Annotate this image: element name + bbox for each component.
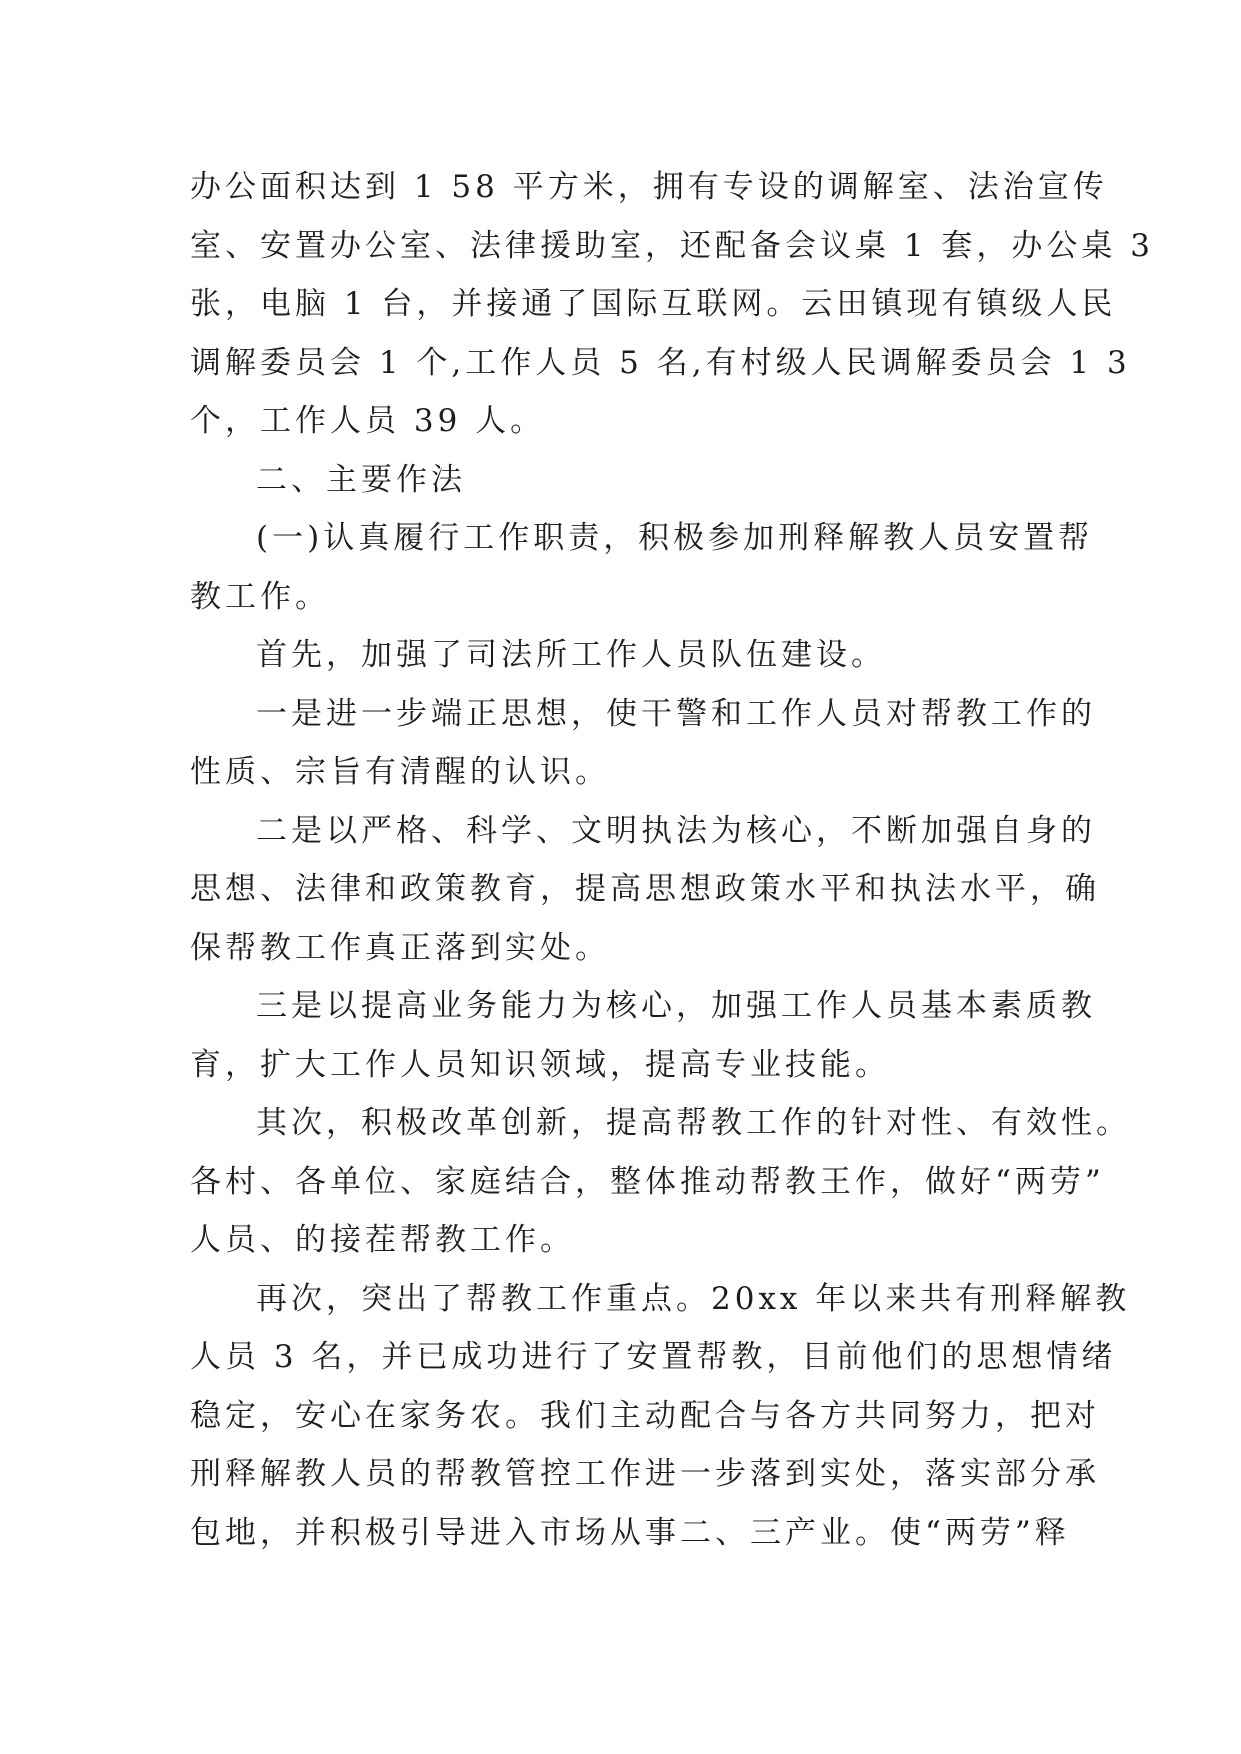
text-line: 稳定，安心在家务农。我们主动配合与各方共同努力，把对 — [190, 1397, 1100, 1434]
text-line: 教工作。 — [190, 578, 330, 615]
text-line: 调解委员会 1 个,工作人员 5 名,有村级人民调解委员会 1 3 — [190, 344, 1131, 381]
text-line: 办公面积达到 1 58 平方米，拥有专设的调解室、法治宣传 — [190, 169, 1108, 205]
paragraph-start: 首先，加强了司法所工作人员队伍建设。 — [256, 637, 886, 673]
text-line: 人员 3 名，并已成功进行了安置帮教，目前他们的思想情绪 — [190, 1339, 1117, 1375]
text-line: 人员、的接茬帮教工作。 — [190, 1222, 575, 1258]
text-line: 各村、各单位、家庭结合，整体推动帮教王作，做好“两劳” — [190, 1163, 1105, 1200]
text-line: 个，工作人员 39 人。 — [190, 403, 546, 439]
text-line: 保帮教工作真正落到实处。 — [190, 929, 610, 966]
section-heading: 二、主要作法 — [256, 461, 466, 498]
text-line: 张，电脑 1 台，并接通了国际互联网。云田镇现有镇级人民 — [190, 286, 1117, 322]
paragraph-start: 其次，积极改革创新，提高帮教工作的针对性、有效性。 — [256, 1105, 1131, 1141]
document-body — [190, 158, 1155, 1562]
subsection-heading: (一)认真履行工作职责，积极参加刑释解教人员安置帮 — [256, 520, 1094, 556]
paragraph-start: 再次，突出了帮教工作重点。20xx 年以来共有刑释解教 — [256, 1280, 1131, 1317]
text-line: 刑释解教人员的帮教管控工作进一步落到实处，落实部分承 — [190, 1456, 1100, 1492]
text-line: 性质、宗旨有清醒的认识。 — [190, 754, 610, 790]
text-line: 室、安置办公室、法律援助室，还配备会议桌 1 套，办公桌 3 — [190, 227, 1155, 264]
paragraph-start: 三是以提高业务能力为核心，加强工作人员基本素质教 — [256, 988, 1096, 1024]
text-line: 思想、法律和政策教育，提高思想政策水平和执法水平，确 — [190, 871, 1100, 907]
text-line: 包地，并积极引导进入市场从事二、三产业。使“两劳”释 — [190, 1514, 1070, 1551]
paragraph-start: 二是以严格、科学、文明执法为核心，不断加强自身的 — [256, 812, 1096, 849]
paragraph-start: 一是进一步端正思想，使干警和工作人员对帮教工作的 — [256, 695, 1096, 732]
text-line: 育，扩大工作人员知识领域，提高专业技能。 — [190, 1046, 890, 1083]
